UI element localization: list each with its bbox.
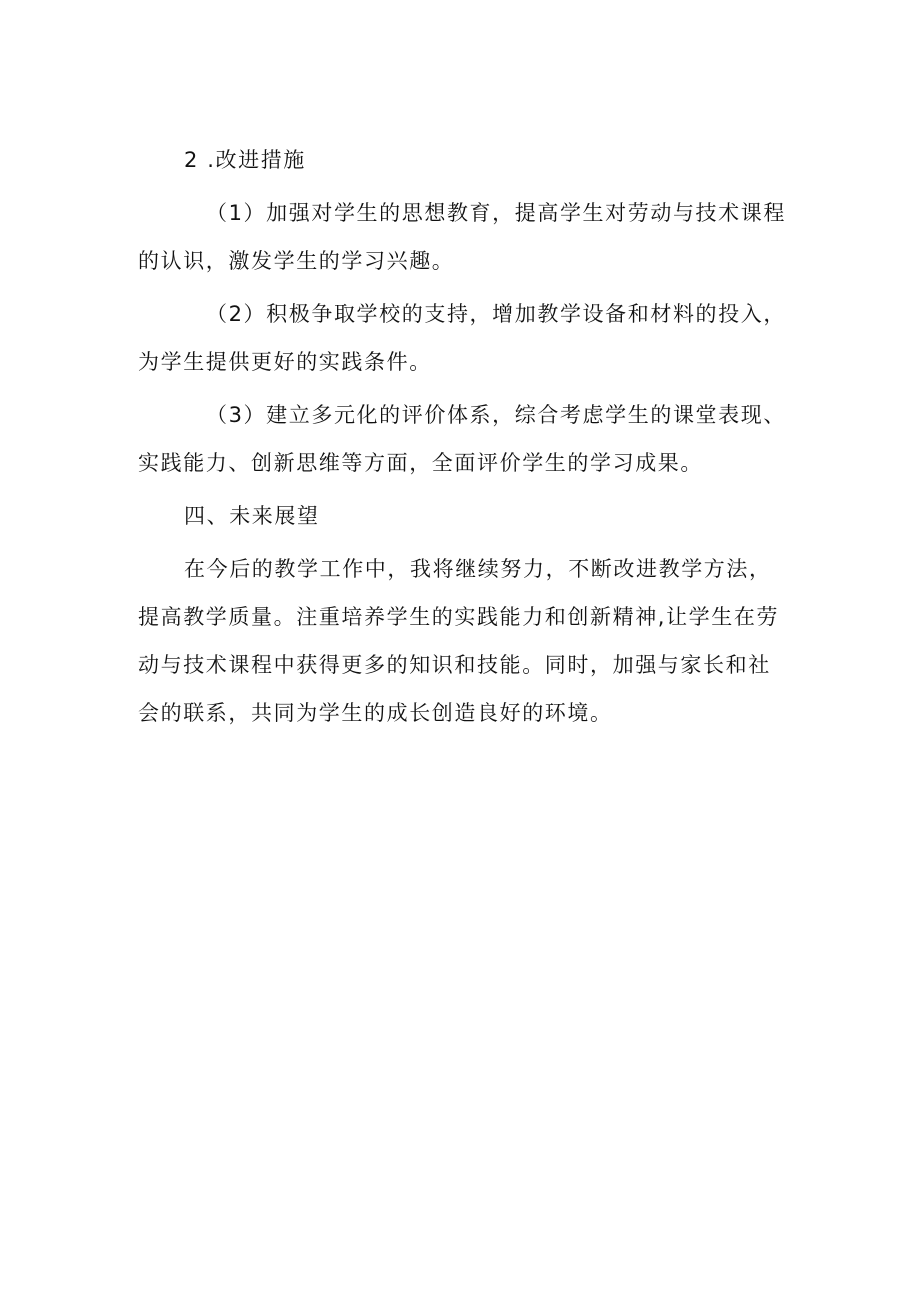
document-body [138, 136, 798, 737]
future-paragraph-line-3: 动与技术课程中获得更多的知识和技能。同时，加强与家长和社 [138, 653, 771, 677]
future-paragraph-line-2: 提高教学质量。注重培养学生的实践能力和创新精神,让学生在劳 [138, 605, 780, 629]
future-paragraph-line-1: 在今后的教学工作中，我将继续努力，不断改进教学方法， [184, 557, 772, 581]
future-paragraph-line-4: 会的联系，共同为学生的成长创造良好的环境。 [138, 701, 613, 725]
measure-item-2-line-1: （2）积极争取学校的支持，增加教学设备和材料的投入， [206, 302, 786, 326]
section-heading-future: 四、未来展望 [184, 504, 320, 528]
measure-item-2-line-2: 为学生提供更好的实践条件。 [138, 350, 432, 374]
section-heading-improvement: 2 .改进措施 [184, 148, 306, 172]
measure-item-1-line-2: 的认识，激发学生的学习兴趣。 [138, 249, 455, 273]
measure-item-3-line-1: （3）建立多元化的评价体系，综合考虑学生的课堂表现、 [206, 403, 786, 427]
measure-item-1-line-1: （1）加强对学生的思想教育，提高学生对劳动与技术课程 [206, 201, 786, 225]
measure-item-3-line-2: 实践能力、创新思维等方面，全面评价学生的学习成果。 [138, 451, 703, 475]
